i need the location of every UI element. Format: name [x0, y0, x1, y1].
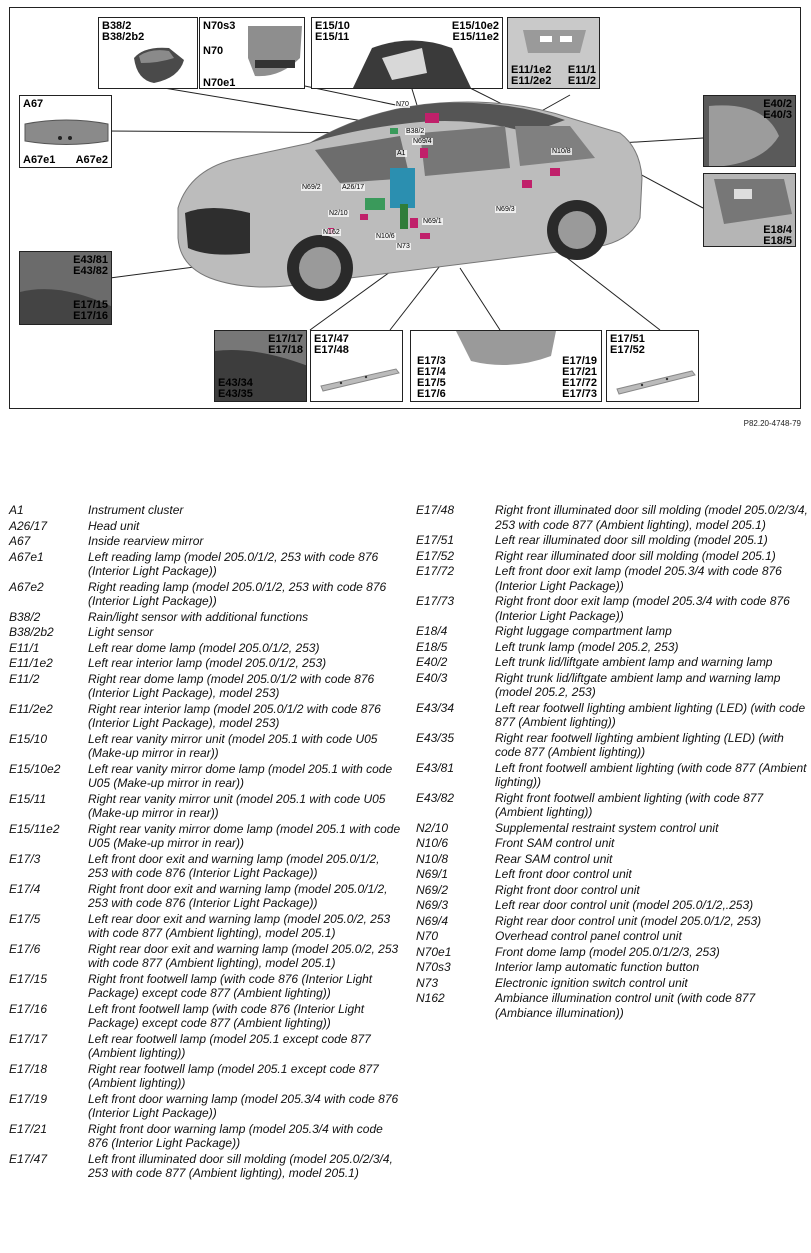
legend-row: [9, 1122, 401, 1151]
legend-row: [9, 580, 401, 609]
inset-label: B38/2b2: [102, 31, 145, 43]
legend-description: Interior lamp automatic function button: [495, 960, 700, 974]
legend-description: Left rear door exit and warning lamp (model 205.0/2, 253 with code 877 (Ambient lighting), model 205.1): [88, 911, 391, 940]
legend-row: [416, 929, 808, 944]
legend-description: Left reading lamp (model 205.0/1/2, 253 with code 876 (Interior Light Package)): [88, 549, 379, 578]
inset-label: N70e1: [203, 77, 236, 89]
inset-e43-front: [19, 251, 112, 325]
inset-label: E17/3: [417, 355, 446, 367]
legend-row: [9, 792, 401, 821]
legend-row: [416, 701, 808, 730]
legend-row: [9, 852, 401, 881]
legend-code: N70s3: [416, 960, 451, 974]
legend-row: [9, 625, 401, 640]
legend-description: Left rear door control unit (model 205.0/1/2,.253): [495, 898, 754, 912]
legend-row: [416, 852, 808, 867]
legend-row: [9, 503, 401, 518]
inset-label: E18/5: [763, 235, 792, 247]
legend-code: A67e1: [9, 549, 44, 564]
legend-code: E17/15: [9, 971, 48, 986]
legend-row: [416, 991, 808, 1020]
car-tag: N10/8: [552, 148, 571, 155]
legend-code: N69/3: [416, 898, 449, 912]
legend-row: [9, 1092, 401, 1121]
car-tag: N73: [397, 243, 410, 250]
inset-label: B38/2: [102, 20, 132, 32]
car-tag: N2/10: [329, 210, 348, 217]
legend-code: E11/1e2: [9, 656, 53, 670]
legend-description: Right rear vanity mirror unit (model 205.1 with code U05 (Make-up mirror in rear)): [88, 791, 386, 820]
legend-code: A1: [9, 503, 24, 517]
inset-label: E40/2: [763, 98, 792, 110]
legend-row: [416, 761, 808, 790]
legend-description: Electronic ignition switch control unit: [495, 975, 688, 990]
inset-label: E11/1: [567, 64, 596, 76]
legend-code: N73: [416, 975, 439, 990]
legend-description: Front dome lamp (model 205.0/1/2/3, 253): [495, 944, 720, 959]
inset-label: N70s3: [203, 20, 236, 32]
legend-code: E15/11e2: [9, 821, 60, 836]
legend-description: Right rear footwell lighting ambient lighting (LED) (with code 877 (Ambient lighting)): [495, 730, 784, 759]
car-tag: N69/1: [423, 218, 442, 225]
legend-code: E15/10e2: [9, 761, 61, 776]
legend-code: B38/2: [9, 609, 41, 624]
legend-description: Left trunk lid/liftgate ambient lamp and warning lamp: [495, 655, 773, 669]
inset-label: E15/11: [315, 31, 350, 43]
inset-label: E43/82: [73, 265, 108, 277]
legend-description: Right rear dome lamp (model 205.0/1/2 with code 876 (Interior Light Package), model 253): [88, 671, 375, 700]
car-tag: A26/17: [342, 184, 365, 191]
legend-row: [9, 656, 401, 671]
inset-label: E43/35: [218, 388, 253, 400]
inset-label: A67: [23, 98, 44, 110]
legend-description: Overhead control panel control unit: [495, 929, 682, 943]
legend-row: [9, 912, 401, 941]
legend-row: [416, 945, 808, 960]
legend-description: Right front footwell lamp (with code 876 (Interior Light Package) except code 877 (Ambient lighting)): [88, 971, 373, 1000]
legend-code: E17/73: [416, 594, 455, 608]
legend-description: Left front footwell ambient lighting (with code 877 (Ambient lighting)): [495, 760, 807, 789]
legend-code: E18/4: [416, 624, 448, 638]
legend-description: Left trunk lamp (model 205.2, 253): [495, 639, 679, 654]
inset-e17-51: [606, 330, 699, 402]
legend-description: Right front door exit lamp (model 205.3/4 with code 876 (Interior Light Package)): [495, 594, 790, 623]
legend-description: Supplemental restraint system control unit: [495, 820, 719, 835]
inset-label: E17/52: [610, 344, 645, 356]
inset-label: E17/17: [268, 333, 303, 345]
legend-code: E17/47: [9, 1151, 48, 1166]
legend-row: [9, 610, 401, 625]
legend-code: N162: [416, 991, 445, 1005]
legend-row: [416, 503, 808, 532]
legend-code: E11/2: [9, 671, 40, 686]
inset-label: E11/2e2: [511, 75, 552, 87]
inset-label: E17/6: [417, 388, 446, 400]
legend-code: A67e2: [9, 579, 44, 594]
legend-row: [416, 960, 808, 975]
legend-code: N70: [416, 929, 439, 943]
legend-row: [416, 731, 808, 760]
legend-description: Right rear door control unit (model 205.0/1/2, 253): [495, 913, 762, 928]
car-tag: N162: [323, 229, 340, 236]
legend-row: [416, 594, 808, 623]
legend-row: [9, 822, 401, 851]
legend-description: Left rear dome lamp (model 205.0/1/2, 253): [88, 640, 320, 655]
legend-code: A67: [9, 534, 31, 548]
legend-description: Right trunk lid/liftgate ambient lamp and warning lamp (model 205.2, 253): [495, 670, 781, 699]
legend-code: E17/16: [9, 1001, 48, 1016]
inset-e17-17: [214, 330, 307, 402]
inset-label: E11/1e2: [511, 64, 552, 76]
legend-row: [416, 898, 808, 913]
legend-row: [416, 883, 808, 898]
legend-description: Right rear door exit and warning lamp (model 205.0/2, 253 with code 877 (Ambient lighting), model 205.1): [88, 941, 399, 970]
legend-description: Left front illuminated door sill molding (model 205.0/2/3/4, 253 with code 877 (Ambient lighting), model 205.1): [88, 1151, 393, 1180]
inset-label: E17/47: [314, 333, 349, 345]
car-tag: N69/2: [302, 184, 321, 191]
legend-description: Right rear illuminated door sill molding (model 205.1): [495, 548, 776, 563]
legend-description: Right reading lamp (model 205.0/1/2, 253 with code 876 (Interior Light Package)): [88, 579, 387, 608]
inset-label: E17/73: [562, 388, 597, 400]
inset-b38: [98, 17, 198, 89]
legend-description: Right front door warning lamp (model 205.3/4 with code 876 (Interior Light Package)): [88, 1121, 383, 1150]
legend-description: Right front illuminated door sill molding (model 205.0/2/3/4, 253 with code 877 (Ambient lighting), model 205.1): [495, 503, 808, 532]
legend-description: Right rear interior lamp (model 205.0/1/2 with code 876 (Interior Light Package), model 253): [88, 701, 381, 730]
inset-label: E17/72: [562, 377, 597, 389]
car-tag: B38/2: [406, 128, 425, 135]
legend-description: Right luggage compartment lamp: [495, 624, 672, 638]
inset-label: N70: [203, 45, 224, 57]
legend-code: E18/5: [416, 639, 448, 654]
legend-row: [9, 534, 401, 549]
legend-description: Head unit: [88, 518, 140, 533]
inset-e40: [703, 95, 796, 167]
inset-label: E17/18: [268, 344, 303, 356]
legend-code: E17/72: [416, 564, 455, 578]
legend-code: E43/35: [416, 730, 455, 745]
legend-description: Left front door exit lamp (model 205.3/4 with code 876 (Interior Light Package)): [495, 564, 782, 593]
legend-description: Instrument cluster: [88, 503, 184, 517]
inset-label: A67e1: [23, 154, 56, 166]
legend-code: E17/5: [9, 911, 41, 926]
legend-row: [416, 640, 808, 655]
car-tag: N69/3: [496, 206, 515, 213]
legend-description: Left front door exit and warning lamp (model 205.0/1/2, 253 with code 876 (Interior Light Package)): [88, 851, 380, 880]
legend-row: [416, 821, 808, 836]
inset-label: E17/16: [73, 310, 108, 322]
inset-e18: [703, 173, 796, 247]
inset-label: E11/2: [567, 75, 596, 87]
legend-row: [416, 671, 808, 700]
car-tag: N70: [396, 101, 409, 108]
car-tag: N69/4: [413, 138, 432, 145]
legend-row: [416, 976, 808, 991]
inset-e11: [507, 17, 600, 89]
legend-row: [9, 641, 401, 656]
legend-description: Left rear illuminated door sill molding (model 205.1): [495, 533, 768, 547]
legend-row: [9, 942, 401, 971]
legend-description: Ambiance illumination control unit (with code 877 (Ambiance illumination)): [495, 991, 756, 1020]
inset-n70: [199, 17, 305, 89]
inset-label: E15/10e2: [451, 20, 499, 32]
legend-code: B38/2b2: [9, 625, 54, 639]
legend-row: [9, 1062, 401, 1091]
legend-code: E17/48: [416, 503, 455, 517]
legend-row: [9, 882, 401, 911]
legend-row: [416, 914, 808, 929]
inset-label: E17/48: [314, 344, 349, 356]
inset-label: E17/4: [417, 366, 446, 378]
legend-row: [9, 519, 401, 534]
legend-row: [9, 1032, 401, 1061]
inset-label: A67e2: [75, 154, 108, 166]
legend-code: E17/21: [9, 1121, 48, 1136]
legend-row: [416, 549, 808, 564]
legend-code: N69/2: [416, 882, 449, 897]
legend-description: Right front door control unit: [495, 882, 640, 897]
inset-label: E17/15: [73, 299, 108, 311]
legend-code: N69/4: [416, 913, 449, 928]
legend-description: Rain/light sensor with additional functions: [88, 609, 309, 624]
legend-code: N70e1: [416, 944, 452, 959]
legend-code: E15/11: [9, 791, 47, 806]
legend-code: E11/2e2: [9, 701, 53, 716]
legend-description: Left rear vanity mirror unit (model 205.1 with code U05 (Make-up mirror in rear)): [88, 731, 378, 760]
legend-description: Left rear vanity mirror dome lamp (model 205.1 with code U05 (Make-up mirror in rear)): [88, 761, 393, 790]
inset-label: E17/21: [562, 366, 597, 378]
legend-description: Left front door warning lamp (model 205.3/4 with code 876 (Interior Light Package)): [88, 1091, 399, 1120]
inset-e15: [311, 17, 503, 89]
legend-description: Left rear footwell lighting ambient lighting (LED) (with code 877 (Ambient lighting)): [495, 700, 806, 729]
car-tag: N10/6: [376, 233, 395, 240]
legend-code: E40/3: [416, 670, 448, 685]
legend-description: Front SAM control unit: [495, 836, 615, 850]
legend-code: N2/10: [416, 820, 449, 835]
legend-code: E11/1: [9, 640, 40, 655]
legend-description: Right front door exit and warning lamp (model 205.0/1/2, 253 with code 876 (Interior Light Package)): [88, 881, 388, 910]
legend-row: [9, 762, 401, 791]
inset-label: E17/19: [562, 355, 597, 367]
legend-code: E17/6: [9, 941, 41, 956]
legend-row: [416, 533, 808, 548]
legend-row: [9, 550, 401, 579]
legend-code: N10/8: [416, 851, 449, 866]
legend-row: [416, 867, 808, 882]
legend-code: E17/51: [416, 533, 455, 547]
inset-label: E43/81: [73, 254, 108, 266]
legend-row: [416, 564, 808, 593]
legend-description: Left front footwell lamp (with code 876 (Interior Light Package) except code 877 (Ambient lighting)): [88, 1001, 365, 1030]
inset-e17-47: [310, 330, 403, 402]
legend-description: Left front door control unit: [495, 867, 632, 881]
legend-code: N10/6: [416, 836, 449, 850]
legend-description: Rear SAM control unit: [495, 851, 613, 866]
legend-code: E43/34: [416, 700, 455, 715]
legend-row: [416, 791, 808, 820]
legend-row: [9, 732, 401, 761]
legend-code: A26/17: [9, 518, 48, 533]
legend-description: Left rear footwell lamp (model 205.1 except code 877 (Ambient lighting)): [88, 1031, 371, 1060]
inset-label: E15/10: [315, 20, 350, 32]
legend-row: [9, 672, 401, 701]
legend-code: E17/19: [9, 1091, 48, 1106]
legend-right-column: [416, 503, 808, 1021]
legend-code: E17/52: [416, 548, 455, 563]
legend-code: E43/82: [416, 790, 455, 805]
legend-description: Left rear interior lamp (model 205.0/1/2, 253): [88, 656, 327, 670]
legend-row: [416, 836, 808, 851]
legend-row: [9, 702, 401, 731]
car-tag: A1: [397, 150, 406, 157]
inset-e17-3: [410, 330, 602, 402]
inset-label: E18/4: [763, 224, 792, 236]
legend-code: N69/1: [416, 867, 449, 881]
component-location-diagram: [9, 7, 801, 409]
legend-row: [9, 1152, 401, 1181]
inset-label: E43/34: [218, 377, 253, 389]
legend-row: [9, 1002, 401, 1031]
inset-label: E15/11e2: [452, 31, 499, 43]
legend-description: Light sensor: [88, 625, 154, 639]
inset-label: E17/5: [417, 377, 446, 389]
legend-left-column: [9, 503, 401, 1182]
legend-code: E43/81: [416, 760, 455, 775]
legend-row: [416, 655, 808, 670]
legend-code: E17/4: [9, 881, 41, 896]
legend-code: E17/3: [9, 851, 41, 866]
legend-description: Right rear vanity mirror dome lamp (model 205.1 with code U05 (Make-up mirror in rear)): [88, 821, 401, 850]
inset-label: E17/51: [610, 333, 645, 345]
legend-code: E15/10: [9, 731, 48, 746]
figure-reference: P82.20-4748-79: [743, 419, 801, 428]
legend-code: E17/17: [9, 1031, 48, 1046]
inset-a67: [19, 95, 112, 168]
legend-code: E17/18: [9, 1061, 48, 1076]
legend-code: E40/2: [416, 655, 448, 669]
legend-description: Right rear footwell lamp (model 205.1 except code 877 (Ambient lighting)): [88, 1061, 379, 1090]
legend-description: Right front footwell ambient lighting (with code 877 (Ambient lighting)): [495, 790, 764, 819]
inset-label: E40/3: [763, 109, 792, 121]
legend-row: [9, 972, 401, 1001]
legend-row: [416, 624, 808, 639]
legend-description: Inside rearview mirror: [88, 534, 204, 548]
